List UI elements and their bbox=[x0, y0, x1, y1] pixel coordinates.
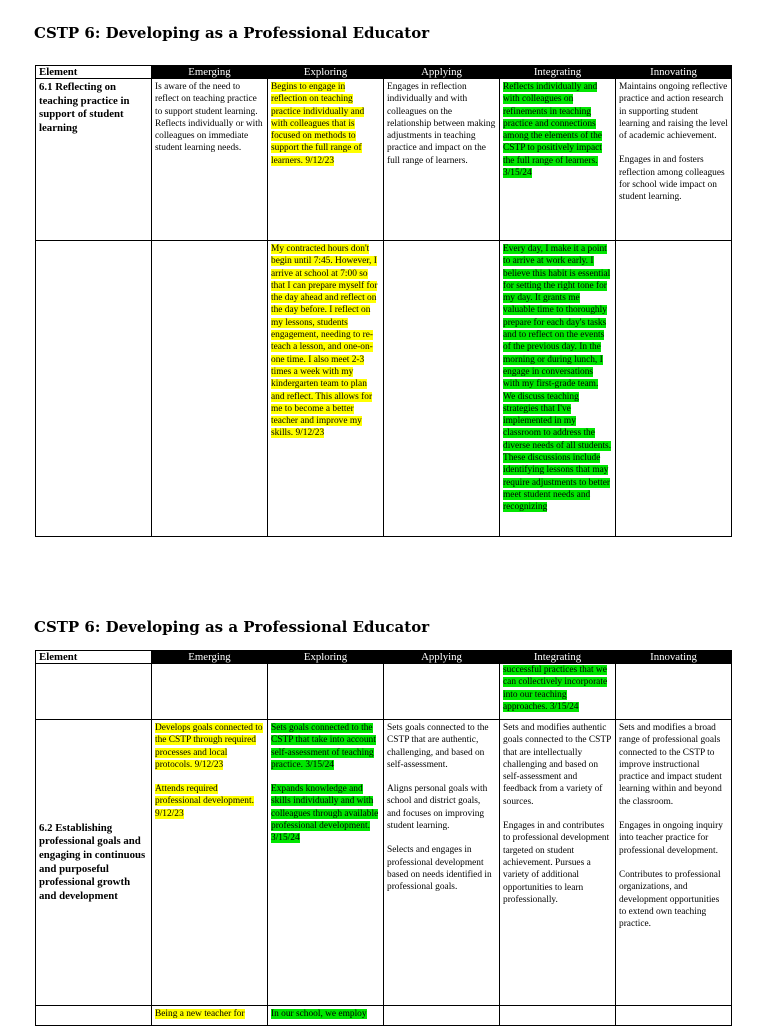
innovating-text: Contributes to professional organizations, and development opportunities to extend own teaching practice. bbox=[619, 869, 721, 930]
integrating-text: Engages in and contributes to professional development targeted on student achievement. Pursues a variety of additional opportunities to learn professionally. bbox=[503, 821, 610, 905]
header-emerging: Emerging bbox=[152, 66, 268, 79]
innovating-text: Maintains ongoing reflective practice and action research in supporting student learning and raising the level of academic achievement. bbox=[619, 82, 728, 142]
emerging-cell bbox=[152, 79, 268, 241]
emerging-text: Develops goals connected to the CSTP through required processes and local protocols. 9/12/23 bbox=[155, 723, 263, 770]
table-row bbox=[36, 79, 732, 241]
header-innovating: Innovating bbox=[616, 66, 732, 79]
integrating-cell bbox=[500, 79, 616, 241]
exploring-text: Begins to engage in reflection on teaching practice individually and with colleagues that is focused on methods to support the full range of learners. 9/12/23 bbox=[271, 82, 365, 166]
emerging-cell bbox=[152, 241, 268, 537]
integrating-evidence: successful practices that we can collectively incorporate into our teaching approaches. 3/15/24 bbox=[503, 665, 608, 712]
emerging-cell bbox=[152, 720, 268, 1006]
element-label: 6.1 Reflecting on teaching practice in support of student learning bbox=[39, 81, 130, 134]
integrating-cell bbox=[500, 720, 616, 1006]
header-integrating: Integrating bbox=[500, 651, 616, 664]
exploring-evidence: In our school, we employ bbox=[271, 1009, 367, 1019]
innovating-text: Engages in and fosters reflection among colleagues for school wide impact on student learning. bbox=[619, 155, 725, 203]
integrating-evidence: Every day, I make it a point to arrive at work early. I believe this habit is essential for setting the right tone for my day. It grants me valuable time to thoroughly prepare for each day's tasks and to reflect on the events of the previous day. In the morning or during lunch, I engage in conversations with my first-grade team. We discuss teaching strategies that I've implemented in my classroom to address the diverse needs of all students. These discussions include identifying lessons that may require adjustments to better meet student needs and recognizing bbox=[503, 244, 612, 513]
header-innovating: Innovating bbox=[616, 651, 732, 664]
exploring-text: Sets goals connected to the CSTP that take into account self-assessment of teaching practice. 3/15/24 bbox=[271, 723, 376, 770]
integrating-text: Sets and modifies authentic goals connected to the CSTP that are intellectually challenging and based on self-assessment and feedback from a variety of sources. bbox=[503, 723, 611, 807]
table-header-row bbox=[36, 66, 732, 79]
applying-text: Engages in reflection individually and with colleagues on the relationship between making adjustments in teaching practice and impact on the full range of learners. bbox=[387, 82, 496, 166]
header-exploring: Exploring bbox=[268, 66, 384, 79]
table-row bbox=[36, 720, 732, 1006]
header-element: Element bbox=[36, 651, 152, 664]
applying-cell bbox=[384, 241, 500, 537]
innovating-cell bbox=[616, 79, 732, 241]
page-title: CSTP 6: Developing as a Professional Educator bbox=[34, 618, 430, 636]
emerging-cell bbox=[152, 1006, 268, 1026]
exploring-cell bbox=[268, 664, 384, 720]
applying-text: Selects and engages in professional development based on needs identified in professional goals. bbox=[387, 845, 492, 893]
header-element: Element bbox=[36, 66, 152, 79]
element-cell bbox=[36, 664, 152, 720]
exploring-cell bbox=[268, 79, 384, 241]
exploring-cell bbox=[268, 720, 384, 1006]
header-integrating: Integrating bbox=[500, 66, 616, 79]
applying-cell bbox=[384, 1006, 500, 1026]
applying-text: Sets goals connected to the CSTP that are authentic, challenging, and based on self-assessment. bbox=[387, 723, 489, 770]
innovating-cell bbox=[616, 720, 732, 1006]
innovating-cell bbox=[616, 1006, 732, 1026]
applying-text: Aligns personal goals with school and district goals, and focuses on improving student learning. bbox=[387, 784, 488, 832]
table-row bbox=[36, 241, 732, 537]
integrating-cell bbox=[500, 664, 616, 720]
emerging-evidence: Being a new teacher for bbox=[155, 1009, 245, 1019]
header-applying: Applying bbox=[384, 66, 500, 79]
cstp-table-1 bbox=[35, 65, 732, 537]
header-emerging: Emerging bbox=[152, 651, 268, 664]
exploring-cell bbox=[268, 241, 384, 537]
table-row bbox=[36, 664, 732, 720]
element-cell bbox=[36, 720, 152, 1006]
emerging-text: Is aware of the need to reflect on teaching practice to support student learning. Reflects individually or with colleagues on immediate student learning needs. bbox=[155, 82, 263, 154]
exploring-cell bbox=[268, 1006, 384, 1026]
applying-cell bbox=[384, 720, 500, 1006]
applying-cell bbox=[384, 664, 500, 720]
innovating-text: Sets and modifies a broad range of professional goals connected to the CSTP to improve instructional practice and impact student learning within and beyond the classroom. bbox=[619, 723, 722, 807]
innovating-text: Engages in ongoing inquiry into teacher practice for professional development. bbox=[619, 821, 723, 856]
header-applying: Applying bbox=[384, 651, 500, 664]
innovating-cell bbox=[616, 241, 732, 537]
element-label: 6.2 Establishing professional goals and engaging in continuous and purposeful professional growth and development bbox=[39, 821, 146, 902]
integrating-text: Reflects individually and with colleagues on refinements in teaching practice and connections among the elements of the CSTP to positively impact the full range of learners. 3/15/24 bbox=[503, 82, 602, 179]
applying-cell bbox=[384, 79, 500, 241]
integrating-cell bbox=[500, 1006, 616, 1026]
emerging-text: Attends required professional development. 9/12/23 bbox=[155, 784, 254, 819]
element-cell bbox=[36, 79, 152, 241]
table-row bbox=[36, 1006, 732, 1026]
exploring-text: Expands knowledge and skills individually and with colleagues through available professional development. 3/15/24 bbox=[271, 784, 379, 844]
innovating-cell bbox=[616, 664, 732, 720]
page-title: CSTP 6: Developing as a Professional Educator bbox=[34, 24, 430, 42]
header-exploring: Exploring bbox=[268, 651, 384, 664]
table-header-row bbox=[36, 651, 732, 664]
element-cell bbox=[36, 241, 152, 537]
element-cell bbox=[36, 1006, 152, 1026]
emerging-cell bbox=[152, 664, 268, 720]
cstp-table-2 bbox=[35, 650, 732, 1026]
exploring-evidence: My contracted hours don't begin until 7:45. However, I arrive at school at 7:00 so that I can prepare myself for the day ahead and reflect on the day before. I reflect on my lessons, students engagement, needing to re-teach a lesson, and one-on-one time. I also meet 2-3 times a week with my kindergarten team to plan and reflect. This allows for me to become a better teacher and improve my skills. 9/12/23 bbox=[271, 244, 378, 439]
integrating-cell bbox=[500, 241, 616, 537]
